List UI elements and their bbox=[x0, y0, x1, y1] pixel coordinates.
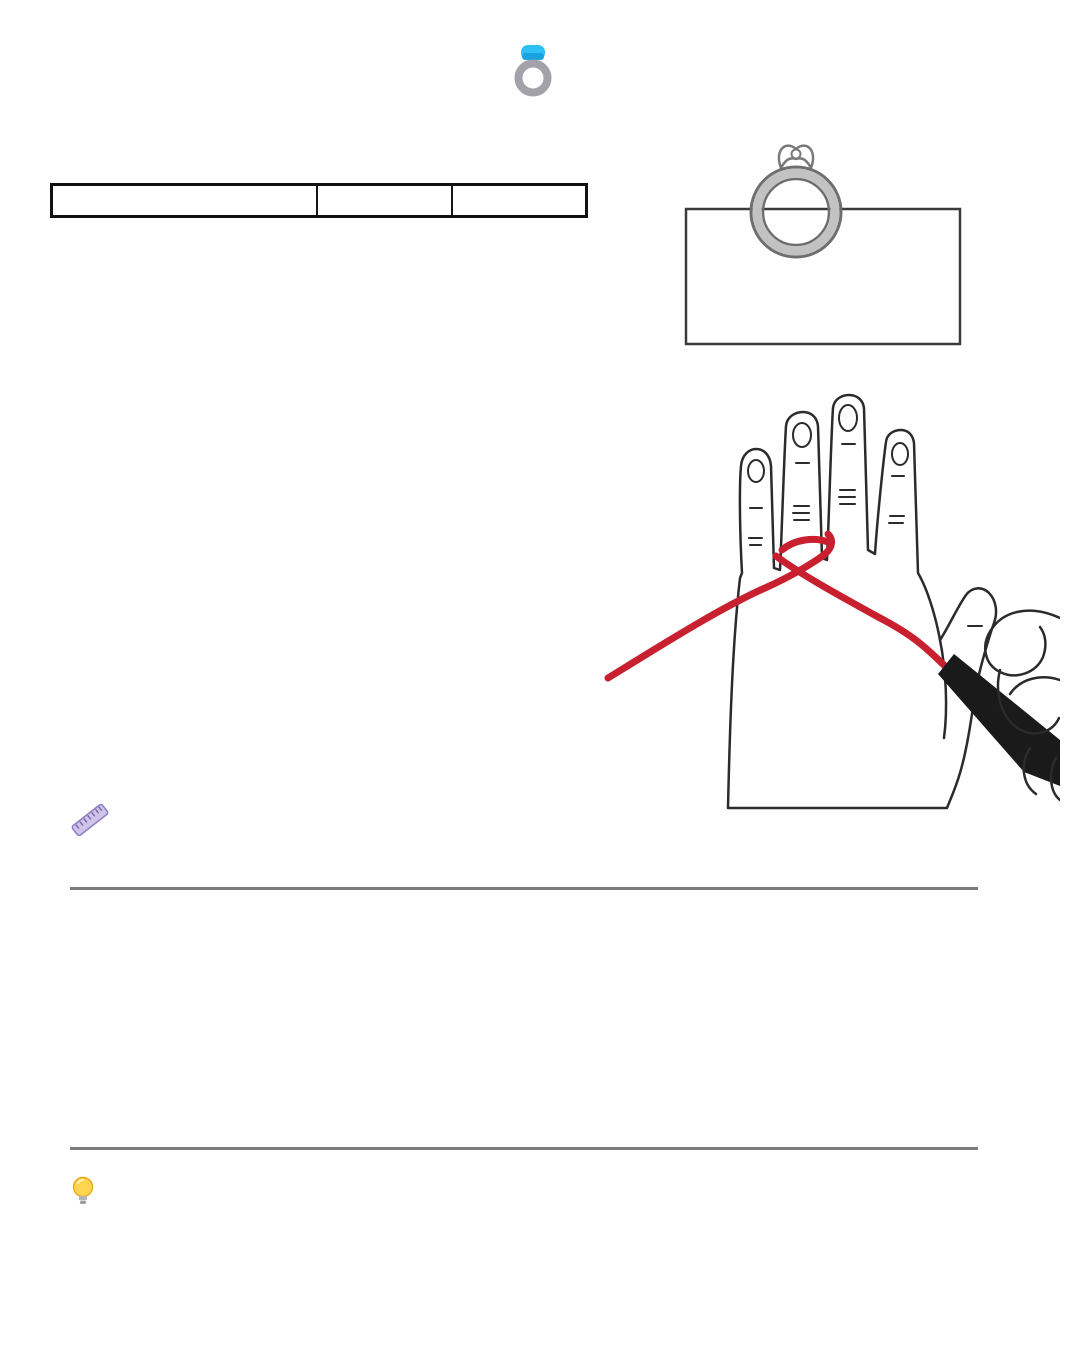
header-circumference bbox=[452, 185, 587, 217]
ring-size-table bbox=[50, 183, 588, 218]
divider-line bbox=[70, 1147, 978, 1150]
ring-icon bbox=[510, 43, 556, 97]
hand-outline bbox=[728, 395, 996, 808]
table-header-row bbox=[52, 185, 587, 217]
methods-section-header bbox=[70, 800, 121, 840]
notes-section-header bbox=[70, 1176, 105, 1208]
ruler-icon bbox=[70, 800, 110, 840]
header-size bbox=[52, 185, 317, 217]
hand-string-illustration bbox=[600, 378, 1060, 810]
ring-on-ruler-illustration bbox=[658, 132, 1040, 366]
page-header bbox=[0, 42, 1080, 98]
lightbulb-icon bbox=[70, 1176, 96, 1208]
divider-line bbox=[70, 887, 978, 890]
header-diameter bbox=[317, 185, 452, 217]
methods-list bbox=[90, 914, 1065, 931]
